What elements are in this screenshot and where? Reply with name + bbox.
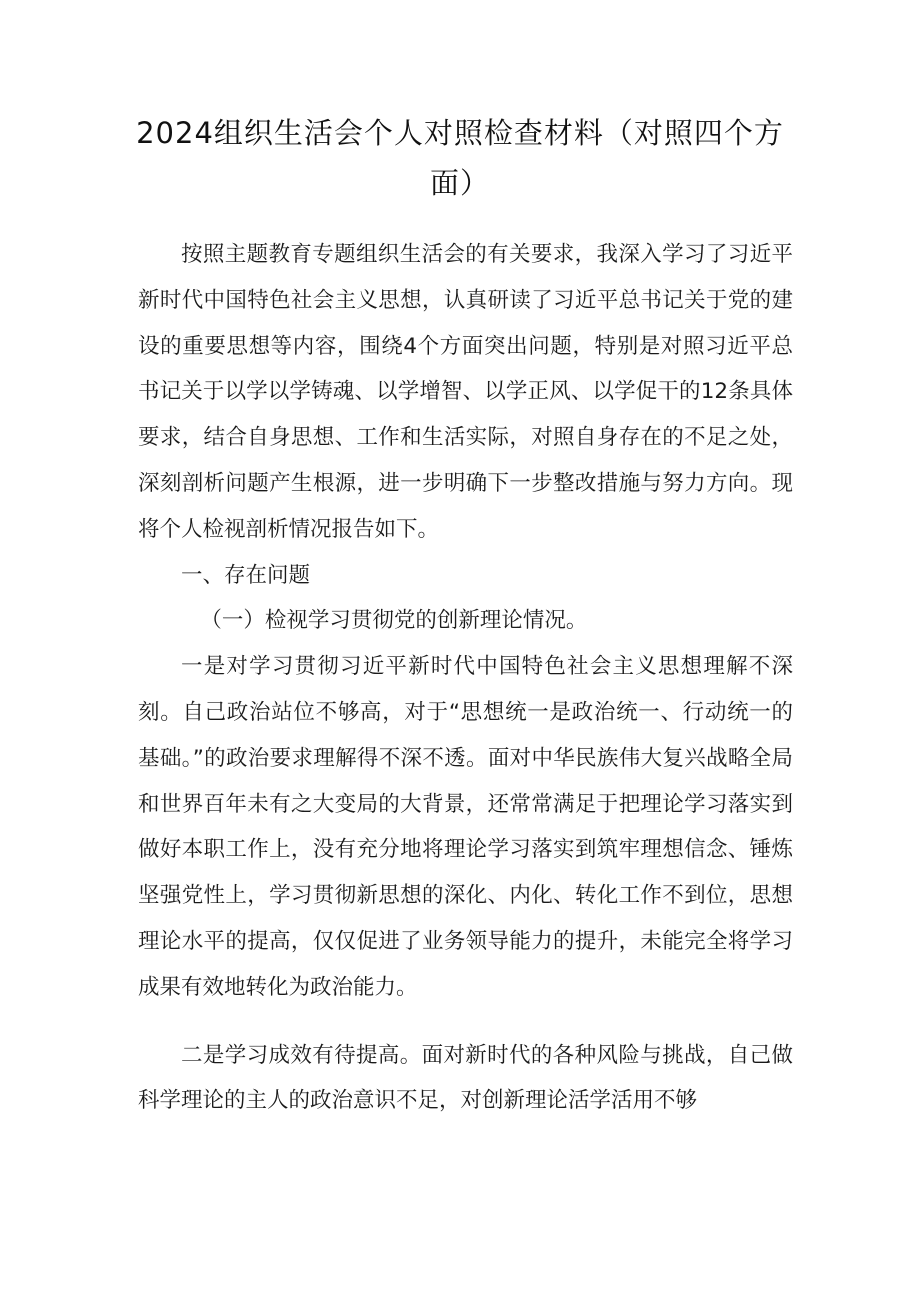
problem-paragraph-1: 一是对学习贯彻习近平新时代中国特色社会主义思想理解不深刻。自己政治站位不够高，对于“思想统一是政治统一、行动统一的基础。”的政治要求理解得不深不透。面对中华民族伟大复兴战略全局和世界百年未有之大变局的大背景，还常常满足于把理论学习落实到做好本职工作上，没有充分地将理论学习落实到筑牢理想信念、锤炼坚强党性上，学习贯彻新思想的深化、内化、转化工作不到位，思想理论水平的提高，仅仅促进了业务领导能力的提升，未能完全将学习成果有效地转化为政治能力。 bbox=[138, 654, 793, 1000]
section-heading: 一、存在问题 bbox=[181, 562, 311, 588]
document-body bbox=[138, 232, 793, 1124]
subsection-heading: （一）检视学习贯彻党的创新理论情况。 bbox=[200, 608, 588, 634]
intro-paragraph: 按照主题教育专题组织生活会的有关要求，我深入学习了习近平新时代中国特色社会主义思想，认真研读了习近平总书记关于党的建设的重要思想等内容，围绕4个方面突出问题，特别是对照习近平总书记关于以学以学铸魂、以学增智、以学正风、以学促干的12条具体要求，结合自身思想、工作和生活实际，对照自身存在的不足之处，深刻剖析问题产生根源，进一步明确下一步整改措施与努力方向。现将个人检视剖析情况报告如下。 bbox=[138, 242, 793, 542]
problem-paragraph-2: 二是学习成效有待提高。面对新时代的各种风险与挑战，自己做科学理论的主人的政治意识不足，对创新理论活学活用不够 bbox=[138, 1042, 793, 1114]
document-title: 2024组织生活会个人对照检查材料（对照四个方面） bbox=[136, 116, 784, 200]
